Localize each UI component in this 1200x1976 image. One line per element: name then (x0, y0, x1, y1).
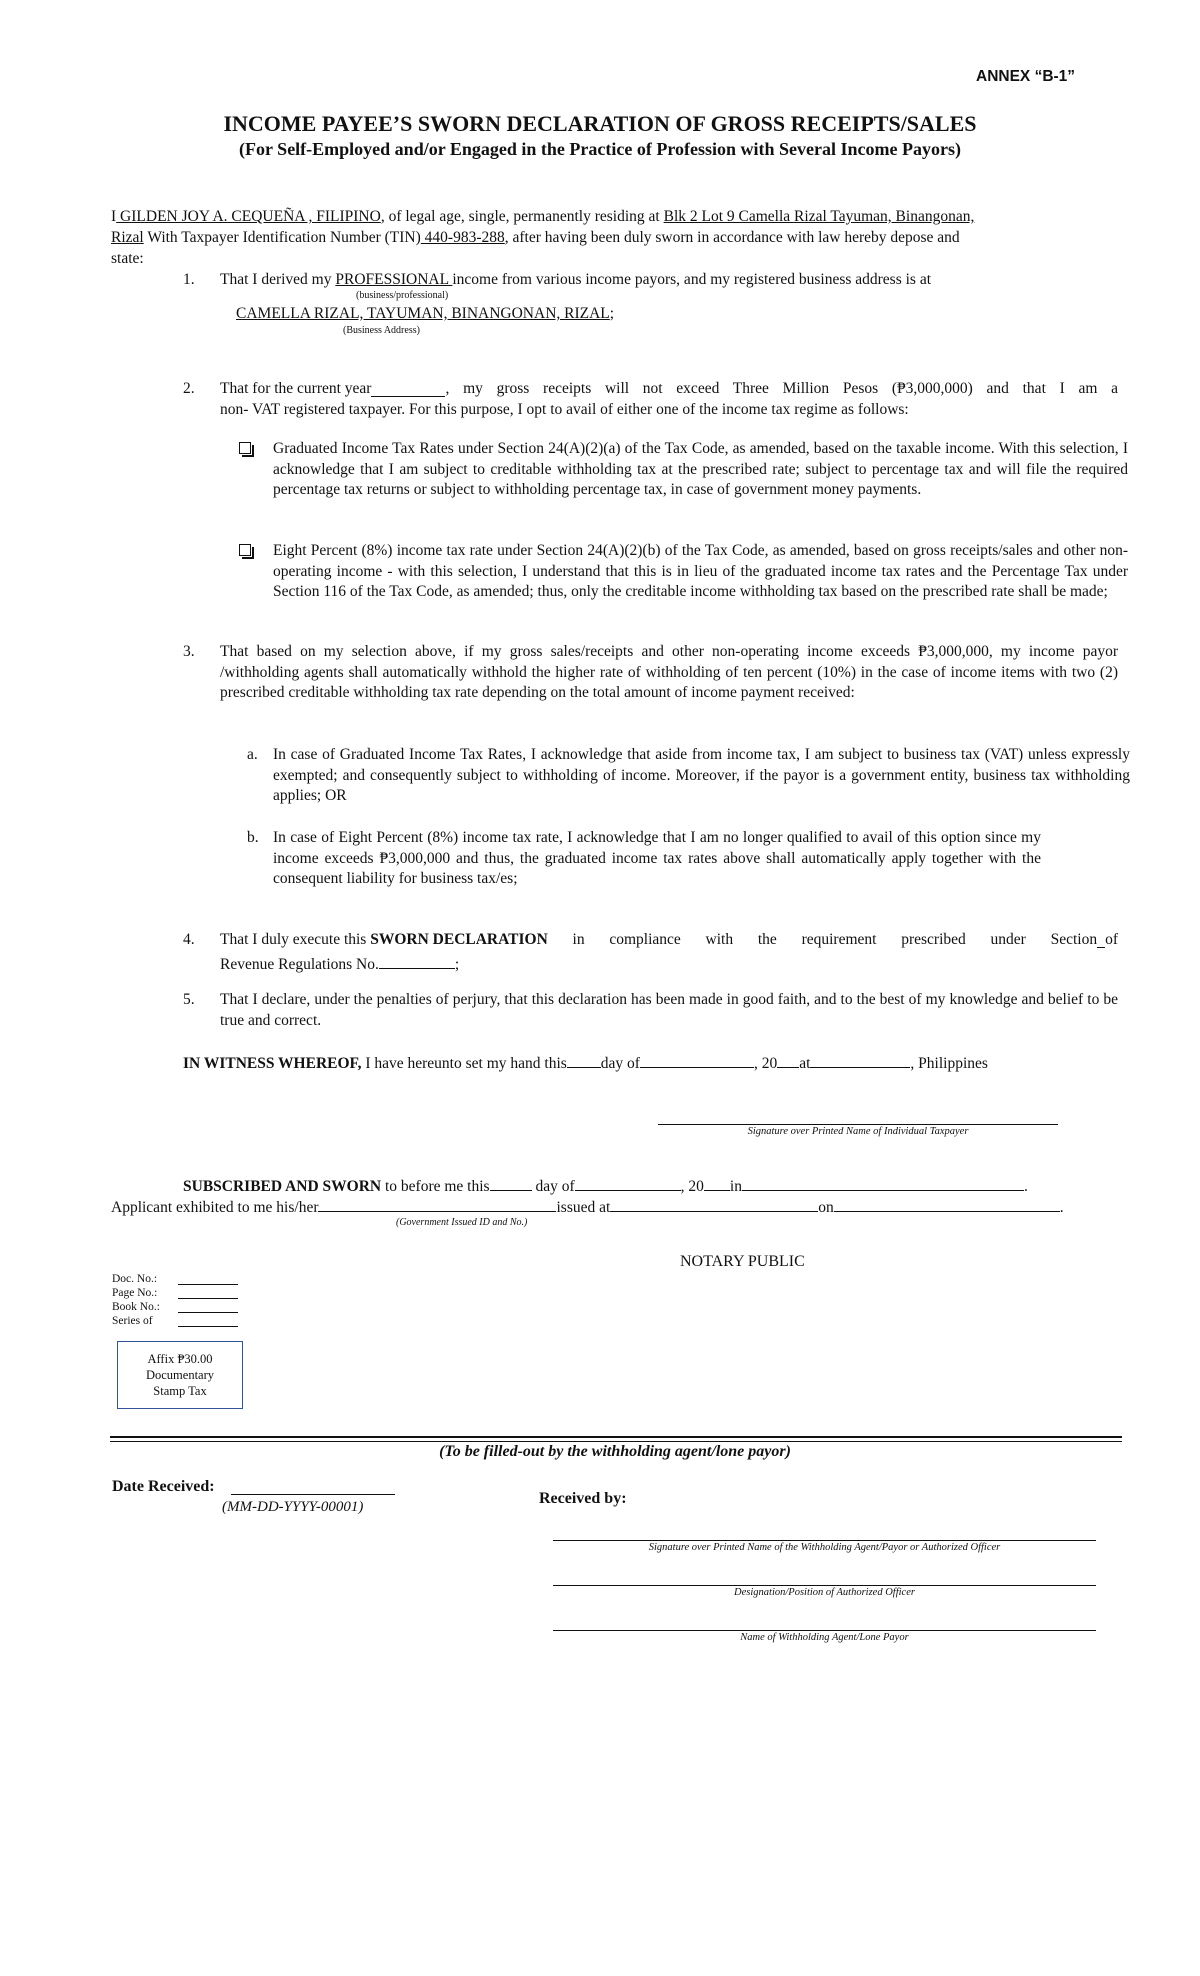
sworn-t3: , 20 (680, 1178, 704, 1195)
business-address-semicolon: ; (609, 305, 615, 322)
series-field[interactable] (178, 1326, 238, 1327)
government-id-caption: (Government Issued ID and No.) (396, 1217, 528, 1228)
id-issued-date-field[interactable] (834, 1194, 1060, 1212)
declarant-name: GILDEN JOY A. CEQUEÑA , FILIPINO (116, 208, 381, 225)
date-format-hint: (MM-DD-YYYY-00001) (222, 1499, 364, 1515)
sworn-line-2 (111, 1194, 1064, 1219)
doc-no-label: Doc. No.: (112, 1273, 158, 1285)
intro-i: I (111, 208, 117, 225)
item2-text-b: , my gross receipts will not exceed Three Million Pesos (₱3,000,000) and that I am a (445, 380, 1118, 397)
item5-text: That I declare, under the penalties of perjury, that this declaration has been made in good faith, and to the best of my knowledge and belief to be true and correct. (220, 991, 1118, 1029)
sworn-t5: . (1023, 1178, 1028, 1195)
witness-year-field[interactable] (777, 1050, 799, 1068)
sworn-t4: in (729, 1178, 742, 1195)
item5-number: 5. (183, 991, 195, 1008)
item1-line (220, 270, 931, 291)
business-address: CAMELLA RIZAL, TAYUMAN, BINANGONAN, RIZAL (236, 305, 610, 322)
tin-value: 440-983-288 (420, 229, 505, 246)
revenue-regulation-field[interactable] (379, 951, 455, 969)
business-address-caption: (Business Address) (343, 325, 420, 336)
item1-pre: That I derived my (220, 271, 336, 288)
item3-text: That based on my selection above, if my gross sales/receipts and other non-operating income exceeds ₱3,000,000, my income payor /withholding agents shall automatically withhold the higher rate of withholding of ten percent (10%) in the case of income items with two (2) prescribed creditable withholding tax rate depending on the total amount of income payment received: (220, 643, 1118, 701)
date-received-label: Date Received: (112, 1478, 215, 1495)
intro-line-3: state: (111, 250, 144, 267)
sworn-year-field[interactable] (704, 1173, 730, 1191)
item4-line-1 (220, 930, 1118, 951)
item3-number: 3. (183, 643, 195, 660)
graduated-rate-checkbox[interactable] (239, 442, 251, 454)
date-received-field[interactable] (231, 1494, 395, 1495)
received-by-label: Received by: (539, 1490, 627, 1507)
item2-number: 2. (183, 380, 195, 397)
item3a-text: In case of Graduated Income Tax Rates, I acknowledge that aside from income tax, I am subject to business tax (VAT) unless expressly exempted; and consequently subject to withholding of income. Moreover, if the payor is a government entity, business tax withholding applies; OR (273, 746, 1130, 804)
doc-no-field[interactable] (178, 1284, 238, 1285)
witness-t1: I have hereunto set my hand this (361, 1055, 567, 1072)
taxpayer-signature-caption: Signature over Printed Name of Individual Taxpayer (747, 1126, 969, 1137)
item4-rr: Revenue Regulations No. (220, 956, 379, 973)
document-subtitle: (For Self-Employed and/or Engaged in the Practice of Profession with Several Income Payors) (239, 139, 961, 159)
agent-signature-caption: Signature over Printed Name of the Withholding Agent/Payor or Authorized Officer (648, 1542, 1001, 1553)
sworn-bold: SUBSCRIBED AND SWORN (183, 1178, 382, 1195)
sworn-month-field[interactable] (575, 1173, 681, 1191)
sworn-t1: to before me this (381, 1178, 490, 1195)
intro-text-a: , of legal age, single, permanently residing at (380, 208, 664, 225)
agent-signature-line[interactable] (553, 1540, 1096, 1541)
documentary-stamp-box (117, 1341, 243, 1409)
stamp-line-3: Stamp Tax (153, 1384, 207, 1398)
sworn-declaration-bold: SWORN DECLARATION (370, 931, 548, 948)
page-no-field[interactable] (178, 1298, 238, 1299)
item2-line-1 (220, 379, 1118, 400)
sworn-place-field[interactable] (742, 1173, 1024, 1191)
income-type-caption: (business/professional) (356, 290, 449, 301)
book-no-label: Book No.: (112, 1301, 160, 1313)
id-issued-place-field[interactable] (610, 1194, 818, 1212)
page-no-label: Page No.: (112, 1287, 158, 1299)
item4-line-2 (220, 951, 459, 976)
residence-address-2: Rizal (111, 229, 144, 246)
witness-place-field[interactable] (810, 1050, 910, 1068)
witness-t2: day of (600, 1055, 640, 1072)
item2-text-a: That for the current year (220, 380, 372, 397)
sworn-on: on (818, 1199, 834, 1216)
item3b-text: In case of Eight Percent (8%) income tax rate, I acknowledge that I am no longer qualified to avail of this option since my income exceeds ₱3,000,000 and thus, the graduated income tax rates above shall automatically apply together with the consequent liability for business tax/es; (273, 829, 1041, 887)
item3a-label: a. (247, 746, 258, 763)
intro-text-b: , after having been duly sworn in accordance with law hereby depose and (504, 229, 960, 246)
witness-t4: at (799, 1055, 811, 1072)
eight-percent-option: Eight Percent (8%) income tax rate under Section 24(A)(2)(b) of the Tax Code, as amended, based on gross receipts/sales and other non-operating income - with this selection, I understand that this is in lieu of the graduated income tax rates and the Percentage Tax under Section 116 of the Tax Code, as amended; thus, only the creditable income withholding tax based on the prescribed rate shall be made; (273, 542, 1128, 600)
sworn-day-field[interactable] (490, 1173, 532, 1191)
intro-tin-text: With Taxpayer Identification Number (TIN) (143, 229, 421, 246)
taxpayer-signature-line[interactable] (658, 1124, 1058, 1125)
eight-percent-checkbox[interactable] (239, 544, 251, 556)
witness-line (183, 1050, 988, 1075)
sworn-t2: day of (531, 1178, 575, 1195)
sworn-issued-at: issued at (556, 1199, 611, 1216)
item4-of: of (1105, 931, 1118, 948)
sworn-applicant: Applicant exhibited to me his/her (111, 1199, 319, 1216)
item3b-label: b. (247, 829, 259, 846)
section-divider (110, 1436, 1122, 1442)
agent-name-line[interactable] (553, 1630, 1096, 1631)
item1-post: income from various income payors, and my registered business address is at (452, 271, 932, 288)
document-title: INCOME PAYEE’S SWORN DECLARATION OF GROSS RECEIPTS/SALES (223, 111, 977, 136)
government-id-field[interactable] (318, 1194, 556, 1212)
notary-public-label: NOTARY PUBLIC (680, 1253, 805, 1270)
business-address-line (236, 304, 614, 325)
agent-section-heading: (To be filled-out by the withholding agent/lone payor) (439, 1443, 791, 1460)
intro-line-1 (111, 207, 974, 228)
witness-month-field[interactable] (640, 1050, 754, 1068)
residence-address-1: Blk 2 Lot 9 Camella Rizal Tayuman, Binangonan, (663, 208, 975, 225)
item4-end: ; (454, 956, 460, 973)
stamp-line-2: Documentary (145, 1368, 215, 1382)
income-type: PROFESSIONAL (335, 271, 453, 288)
designation-line[interactable] (553, 1585, 1096, 1586)
item4-pre: That I duly execute this (220, 931, 371, 948)
series-label: Series of (112, 1315, 153, 1327)
witness-t5: , Philippines (910, 1055, 988, 1072)
graduated-rate-option: Graduated Income Tax Rates under Section 24(A)(2)(a) of the Tax Code, as amended, based on the taxable income. With this selection, I acknowledge that I am subject to creditable withholding tax at the prescribed rate; subject to percentage tax and will file the required percentage tax returns or subject to withholding percentage tax, in case of government money payments. (273, 440, 1128, 498)
section-field[interactable] (1097, 930, 1105, 948)
item4-post: in compliance with the requirement prescribed under Section (547, 931, 1098, 948)
current-year-field[interactable] (371, 379, 445, 397)
witness-t3: , 20 (753, 1055, 778, 1072)
item1-number: 1. (183, 271, 195, 288)
agent-name-caption: Name of Withholding Agent/Lone Payor (740, 1632, 909, 1643)
item4-number: 4. (183, 931, 195, 948)
book-no-field[interactable] (178, 1312, 238, 1313)
designation-caption: Designation/Position of Authorized Officer (734, 1587, 915, 1598)
intro-line-2 (111, 228, 960, 249)
item2-line-2: non- VAT registered taxpayer. For this purpose, I opt to avail of either one of the income tax regime as follows: (220, 401, 909, 418)
sworn-end: . (1059, 1199, 1064, 1216)
annex-label: ANNEX “B-1” (976, 68, 1076, 85)
witness-day-field[interactable] (567, 1050, 601, 1068)
stamp-line-1: Affix ₱30.00 (147, 1352, 213, 1366)
witness-bold: IN WITNESS WHEREOF, (183, 1055, 362, 1072)
